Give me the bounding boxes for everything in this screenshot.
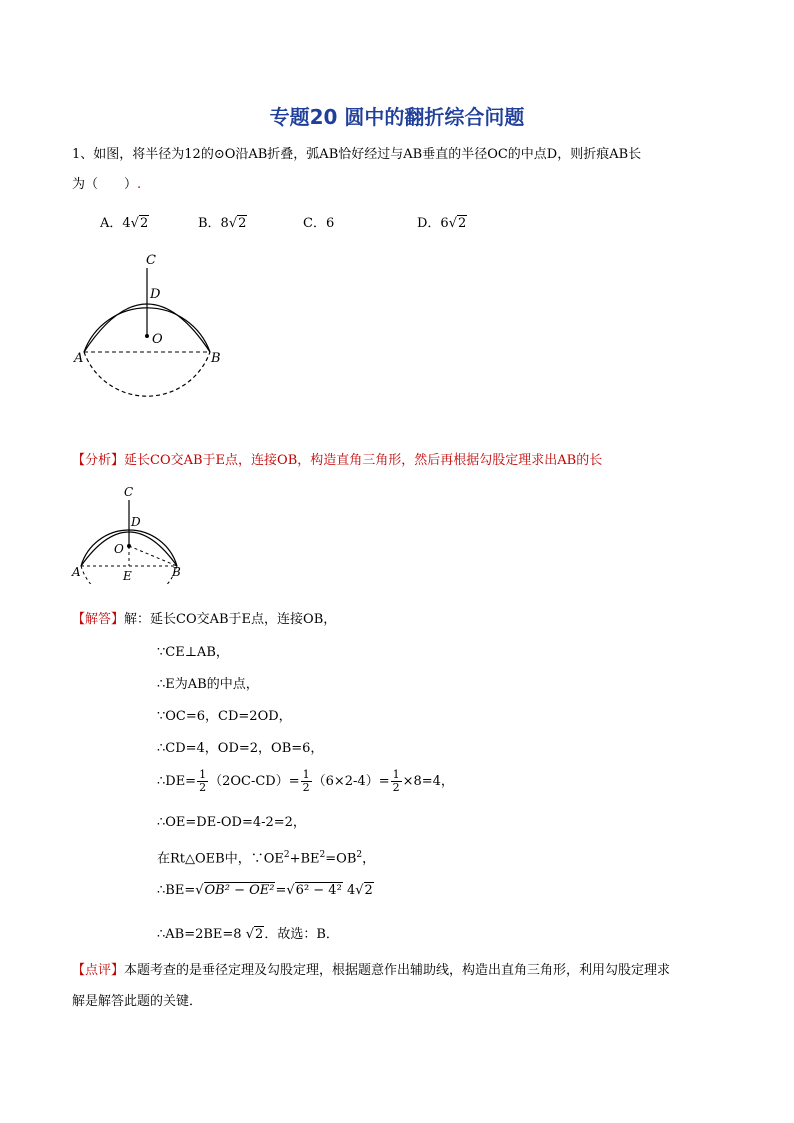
question-blank: 为（ ） — [72, 177, 138, 192]
option-b-sqrt: √2 — [228, 216, 247, 231]
frac-num: 1 — [392, 768, 400, 781]
comment-tag: 【点评】 — [72, 963, 125, 978]
step5-part-b: （2OC-CD）= — [209, 774, 300, 789]
option-d — [417, 215, 467, 233]
option-a-radicand: 2 — [139, 216, 149, 231]
half-fraction-1 — [197, 769, 208, 794]
option-c — [303, 215, 334, 233]
step5-part-a: ∴DE= — [157, 774, 197, 789]
label-b: B — [211, 351, 221, 366]
option-a — [100, 215, 149, 233]
option-a-sqrt: √2 — [130, 216, 149, 231]
frac-den: 2 — [302, 781, 310, 794]
step8-equals: = — [275, 883, 287, 898]
radicand-2-ab: 2 — [255, 927, 264, 942]
frac-num: 1 — [199, 768, 207, 781]
question-line-2 — [72, 176, 141, 194]
option-b — [198, 215, 247, 233]
sqrt-6-4: √6² − 4² — [286, 883, 342, 898]
frac-den: 2 — [199, 781, 207, 794]
step7-part-c: =OB — [325, 851, 357, 867]
label-a: A — [72, 565, 81, 579]
solution-step-1: ∵CE⊥AB， — [157, 645, 229, 660]
frac-num: 1 — [302, 768, 310, 781]
page-title: 专题20 圆中的翻折综合问题 — [269, 105, 525, 129]
solution-step-8 — [157, 882, 374, 900]
analysis-tag: 【分析】 — [72, 453, 125, 468]
solution-intro — [72, 611, 336, 629]
option-b-radicand: 2 — [238, 216, 247, 231]
center-point — [127, 544, 131, 548]
comment-text-1: 本题考查的是垂径定理及勾股定理，根据题意作出辅助线，构造出直角三角形，利用勾股定理求 — [124, 963, 671, 978]
question-line-1: 1、如图，将半径为12的⊙O沿AB折叠，弧AB恰好经过与AB垂直的半径OC的中点D，则折痕AB长 — [72, 147, 642, 162]
option-d-sqrt: √2 — [448, 216, 467, 231]
step7-part-b: +BE — [289, 851, 320, 867]
solution-step-3: ∵OC=6，CD=2OD， — [157, 709, 292, 724]
square-2: 2 — [319, 850, 326, 860]
option-d-radicand: 2 — [458, 216, 467, 231]
label-d: D — [131, 515, 141, 529]
question-period: . — [137, 177, 142, 192]
sqrt-2-be: √2 — [355, 883, 373, 898]
solution-tag: 【解答】 — [72, 612, 125, 627]
comment-line-2: 解是解答此题的关键． — [72, 994, 203, 1009]
half-fraction-3 — [391, 769, 402, 794]
radicand-6-4: 6² − 4² — [295, 883, 342, 898]
option-a-label: A．4 — [100, 216, 131, 231]
step8-coefficient: 4 — [346, 883, 356, 898]
step8-part-a: ∴BE= — [157, 883, 196, 898]
analysis-text: 延长CO交AB于E点，连接OB，构造直角三角形，然后再根据勾股定理求出AB的长 — [124, 453, 603, 468]
label-e: E — [123, 569, 132, 583]
analysis — [72, 452, 602, 470]
step5-part-c: （6×2-4）= — [312, 774, 390, 789]
lower-arc-dashed — [84, 352, 210, 396]
half-fraction-2 — [301, 769, 312, 794]
label-c: C — [146, 253, 156, 268]
solution-step-6: ∴OE=DE-OD=4-2=2， — [157, 815, 306, 830]
solution-step-4: ∴CD=4，OD=2，OB=6， — [157, 741, 324, 756]
comment-line-1 — [72, 962, 670, 980]
solution-step-5 — [157, 769, 454, 794]
step7-part-a: 在Rt△OEB中，∵OE — [157, 851, 284, 867]
figure-1-circle-fold — [70, 248, 240, 408]
step9-part-b: ．故选：B． — [264, 927, 339, 942]
square-3: 2 — [356, 850, 363, 860]
solution-intro-text: 解：延长CO交AB于E点，连接OB， — [124, 612, 337, 627]
label-b: B — [172, 565, 181, 579]
step7-part-d: ， — [362, 851, 376, 867]
label-a: A — [74, 351, 84, 366]
option-b-label: B．8 — [198, 216, 229, 231]
solution-step-2: ∴E为AB的中点， — [157, 677, 259, 692]
step5-part-d: ×8=4， — [402, 774, 454, 789]
option-c-label: C．6 — [303, 216, 335, 231]
solution-step-7 — [157, 846, 375, 868]
sqrt-2-ab: √2 — [245, 927, 264, 942]
radicand-2-be: 2 — [364, 883, 373, 898]
label-d: D — [150, 287, 161, 302]
option-d-label: D．6 — [417, 216, 449, 231]
square-1: 2 — [283, 850, 290, 860]
step9-part-a: ∴AB=2BE=8 — [157, 927, 242, 942]
frac-den: 2 — [392, 781, 400, 794]
figure-2-auxiliary — [70, 484, 190, 584]
center-point — [145, 334, 149, 338]
label-o: O — [114, 542, 124, 556]
label-o: O — [152, 332, 163, 347]
label-c: C — [124, 485, 134, 499]
radicand-ob-oe: OB² − OE² — [204, 883, 275, 898]
solution-step-9 — [157, 926, 339, 944]
sqrt-ob-oe: √OB² − OE² — [195, 883, 275, 898]
